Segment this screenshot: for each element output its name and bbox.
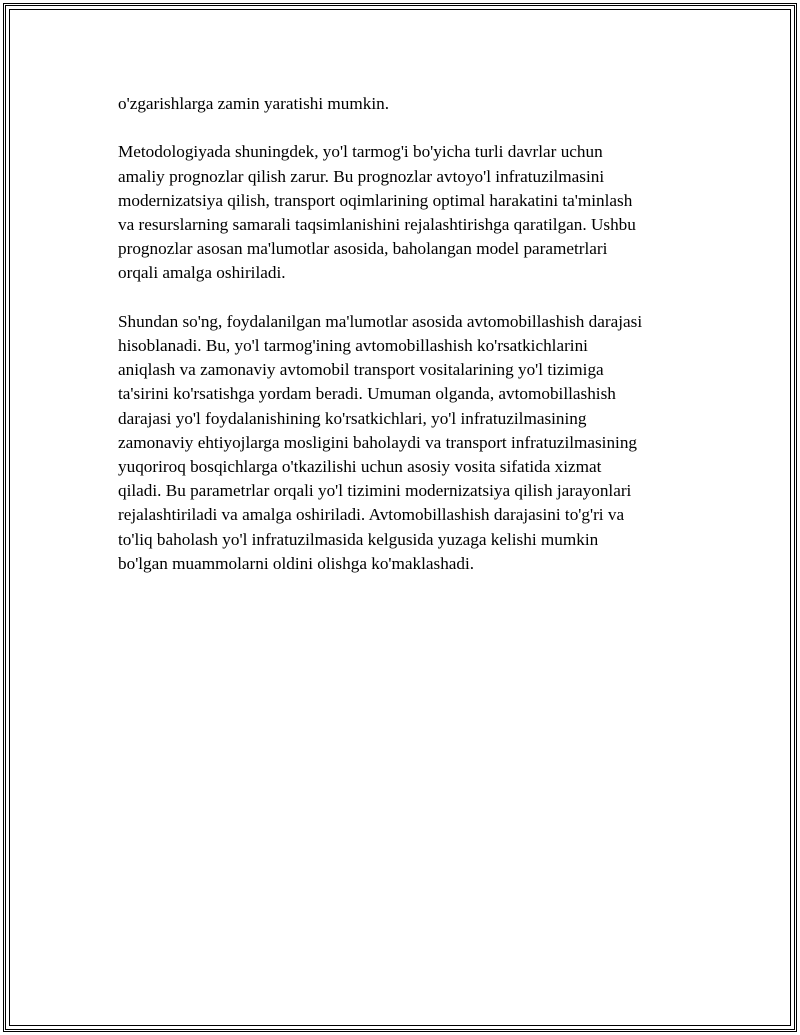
paragraph-methodology-forecasts: Metodologiyada shuningdek, yo'l tarmog'i bo'yicha turli davrlar uchun amaliy prognozlar qilish zarur. Bu prognozlar avtoyo'l infratuzilmasini modernizatsiya qilish, transport oqimlarining optimal harakatini ta'minlash va resurslarning samarali taqsimlanishini rejalashtirishga qaratilgan. Ushbu prognozlar asosan ma'lumotlar asosida, baholangan model parametrlari orqali amalga oshiriladi. [118,142,636,283]
document-body [118,92,688,600]
paragraph-motorization-level: Shundan so'ng, foydalanilgan ma'lumotlar asosida avtomobillashish darajasi hisoblanadi. Bu, yo'l tarmog'ining avtomobillashish ko'rsatkichlarini aniqlash va zamonaviy avtomobil transport vositalarining yo'l tizimiga ta'sirini ko'rsatishga yordam beradi. Umuman olganda, avtomobillashish darajasi yo'l foydalanishining ko'rsatkichlari, yo'l infratuzilmasining zamonaviy ehtiyojlarga mosligini baholaydi va transport infratuzilmasining yuqoriroq bosqichlarga o'tkazilishi uchun asosiy vosita sifatida xizmat qiladi. Bu parametrlar orqali yo'l tizimini modernizatsiya qilish jarayonlari rejalashtiriladi va amalga oshiriladi. Avtomobillashish darajasini to'g'ri va to'liq baholash yo'l infratuzilmasida kelgusida yuzaga kelishi mumkin bo'lgan muammolarni oldini olishga ko'maklashadi. [118,311,643,573]
paragraph-continuation: o'zgarishlarga zamin yaratishi mumkin. [118,94,390,113]
